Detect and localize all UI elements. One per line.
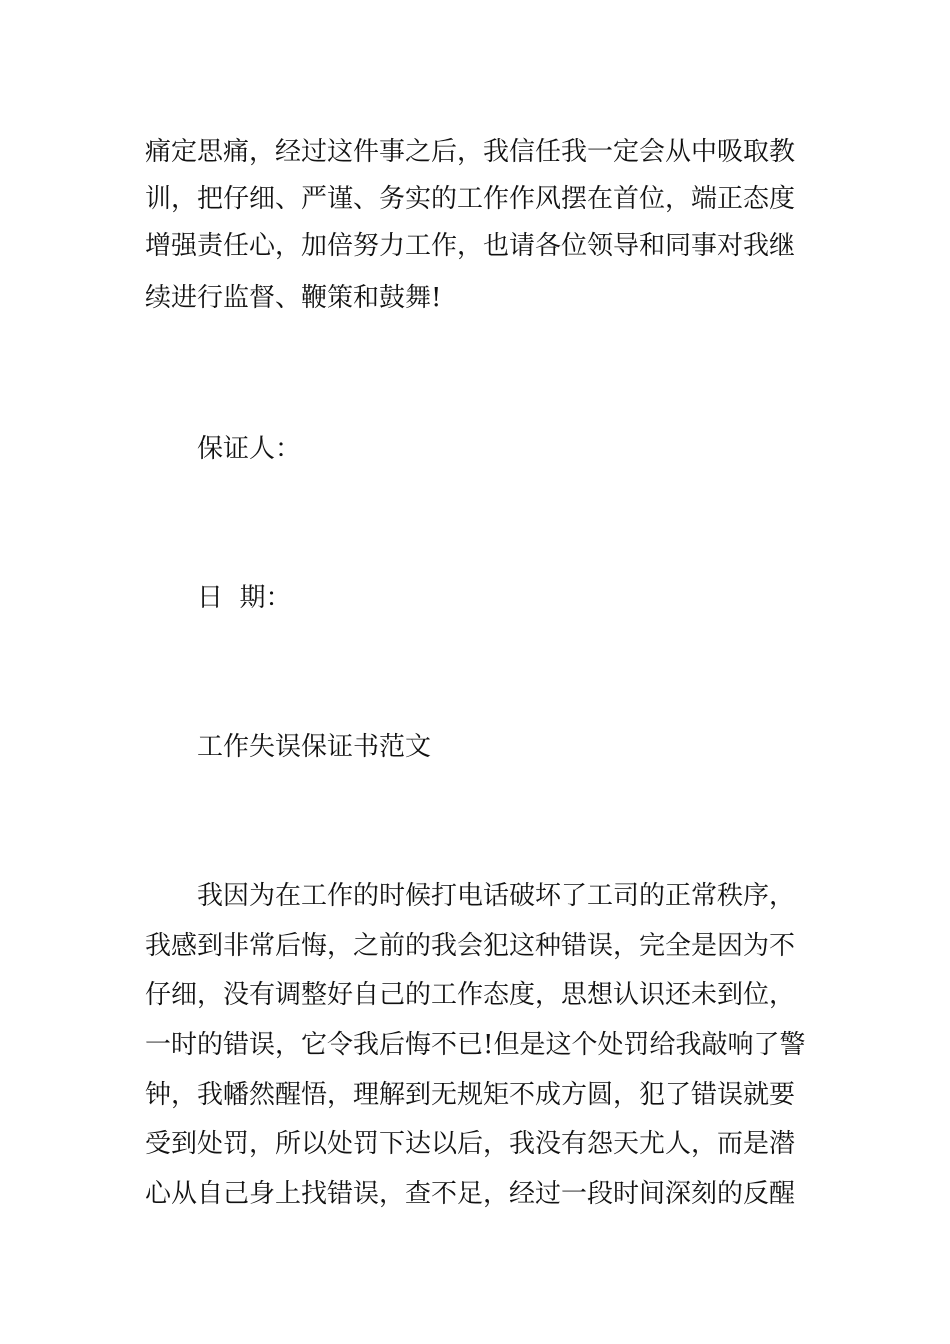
paragraph-2-line-6: 受到处罚，所以处罚下达以后，我没有怨天尤人，而是潜	[145, 1129, 796, 1159]
paragraph-2-line-7: 心从自己身上找错误，查不足，经过一段时间深刻的反醒	[145, 1179, 796, 1209]
section-title: 工作失误保证书范文	[197, 732, 432, 762]
guarantor-label: 保证人：	[197, 434, 302, 464]
paragraph-1-line-2: 训，把仔细、严谨、务实的工作作风摆在首位，端正态度	[145, 184, 796, 214]
paragraph-2-line-2: 我感到非常后悔，之前的我会犯这种错误，完全是因为不	[145, 931, 796, 961]
paragraph-1-line-1: 痛定思痛，经过这件事之后，我信任我一定会从中吸取教	[145, 137, 796, 167]
paragraph-1-line-3: 增强责任心，加倍努力工作，也请各位领导和同事对我继	[145, 231, 796, 261]
paragraph-2-line-1: 我因为在工作的时候打电话破坏了工司的正常秩序，	[197, 881, 796, 911]
date-label: 日 期：	[197, 583, 292, 613]
paragraph-2-line-3: 仔细，没有调整好自己的工作态度，思想认识还未到位，	[145, 980, 796, 1010]
paragraph-2-line-5: 钟，我幡然醒悟，理解到无规矩不成方圆，犯了错误就要	[145, 1080, 796, 1110]
paragraph-1-line-4: 续进行监督、鞭策和鼓舞!	[145, 283, 442, 313]
paragraph-2-line-4: 一时的错误，它令我后悔不已!但是这个处罚给我敲响了警	[145, 1030, 806, 1060]
